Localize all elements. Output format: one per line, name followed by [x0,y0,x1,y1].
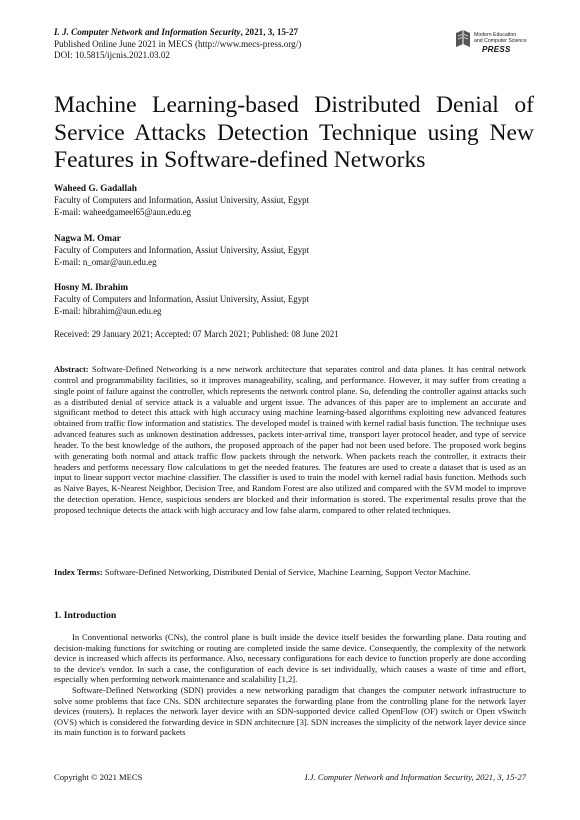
abstract [54,364,526,516]
publication-info: Published Online June 2021 in MECS (http://www.mecs-press.org/) [54,38,302,49]
author-name: Waheed G. Gadallah [54,184,137,194]
body-paragraph: In Conventional networks (CNs), the control plane is built inside the device itself besides the forwarding plane. Data routing and decision-making functions for switching or routing are completed inside the same device. Consequently, the complexity of the network device is increased which affects its performance. Also, necessary configurations for each device to function properly are done according to the device's vendor. In such a case, the configuration of each device is set individually, which causes a waste of time and effort, especially when performing network maintenance and scalability [1,2]. [54,632,526,685]
body-paragraph: Software-Defined Networking (SDN) provides a new networking paradigm that changes the computer network infrastructure to solve some problems that face CNs. SDN architecture separates the forwarding plane from the controlling plane for the network layer devices (routers). It replaces the network layer device with an SDN-supported device called OpenFlow (OF) switch or Open vSwitch (OVS) which is considered the forwarding device in SDN architecture [3]. SDN increases the simplicity of the network layer device since its main function is to forward packets [54,684,526,738]
footer-copyright: Copyright © 2021 MECS [54,772,143,782]
journal-name: I. J. Computer Network and Information Security [54,27,241,37]
index-terms-text: Software-Defined Networking, Distributed Denial of Service, Machine Learning, Support Vector Machine. [104,567,471,577]
index-terms [54,567,526,578]
author-email: E-mail: waheedgameel65@aun.edu.eg [54,206,192,217]
abstract-label: Abstract: [54,364,89,374]
paper-title: Machine Learning-based Distributed Denial of Service Attacks Detection Technique using New Features in Software-defined Networks [54,92,534,173]
journal-issue: , 2021, 3, 15-27 [240,27,299,37]
footer-citation: I.J. Computer Network and Information Security, 2021, 3, 15-27 [304,772,526,782]
section-body [54,632,526,738]
author-email: E-mail: n_omar@aun.edu.eg [54,256,157,267]
page-footer [54,772,526,782]
logo-line-1: Modern Education [474,32,517,38]
abstract-text: Software-Defined Networking is a new network architecture that separates control and data planes. It has central network control and programmability facilities, so it improves manageability, scaling, and performance. However, it may suffer from creating a single point of failure against the controller, which represents the network control plane. So, defending the controller against attacks such as a distributed denial of service attack is a valuable and urgent issue. The advances of this paper are to implement an accurate and significant method to detect this attack with high accuracy using machine learning-based algorithms exploiting new advanced features obtained from traffic flow information and statistics. The developed model is trained with kernel radial basis function. The technique uses advanced features such as unknown destination addresses, packets inter-arrival time, transport layer protocol header, and type of service header. To the best knowledge of the authors, the proposed approach of the paper had not been used before. The proposed work begins with generating both normal and attack traffic flow packets through the network. When packets reach the controller, it extracts their headers and performs necessary flow calculations to get the needed features. The features are used to create a dataset that is used as an input to linear support vector machine classifier. The classifier is used to train the model with kernel radial basis function. Methods such as Naive Bayes, K-Nearest Neighbor, Decision Tree, and Random Forest are also utilized and compared with the SVM model to improve the detection operation. Hence, suspicious senders are blocked and their information is stored. The experimental results prove that the proposed technique detects the attack with high accuracy and low false alarm, compared to other related techniques. [54,364,527,515]
author-email: E-mail: hibrahim@aun.edu.eg [54,305,162,316]
author-affiliation: Faculty of Computers and Information, Assiut University, Assiut, Egypt [54,294,310,305]
author-affiliation: Faculty of Computers and Information, Assiut University, Assiut, Egypt [54,195,310,206]
received-dates: Received: 29 January 2021; Accepted: 07 March 2021; Published: 08 June 2021 [54,329,339,339]
logo-line-2: and Computer Science [474,37,527,44]
author-name: Hosny M. Ibrahim [54,283,129,293]
book-icon [454,27,472,51]
author-block [54,283,524,317]
author-block [54,234,524,268]
doi: DOI: 10.5815/ijcnis.2021.03.02 [54,50,170,61]
publisher-logo [452,23,532,61]
author-name: Nagwa M. Omar [54,234,121,244]
section-heading: 1. Introduction [54,610,117,621]
author-affiliation: Faculty of Computers and Information, Assiut University, Assiut, Egypt [54,245,310,256]
logo-text [474,33,527,45]
logo-press: PRESS [482,45,511,54]
author-block [54,184,524,218]
index-terms-label: Index Terms: [54,567,103,577]
